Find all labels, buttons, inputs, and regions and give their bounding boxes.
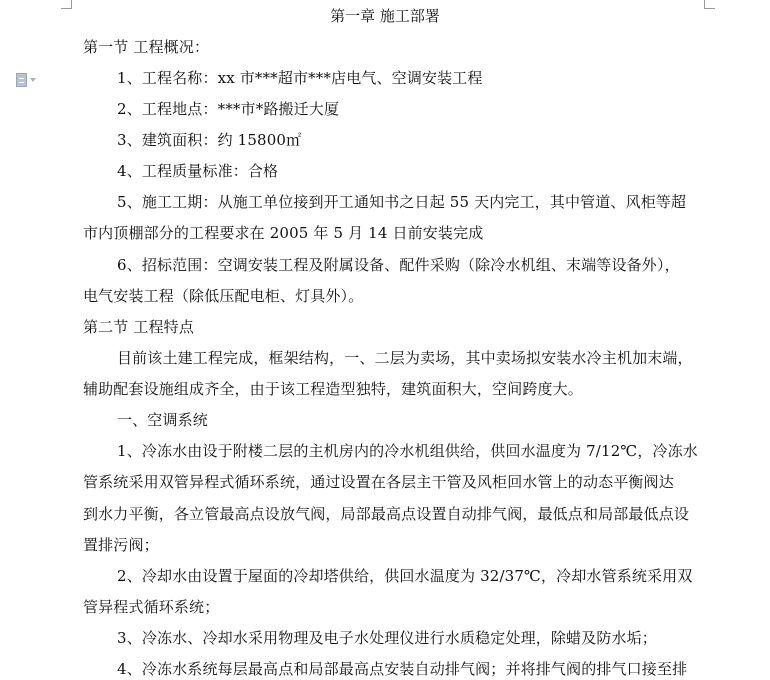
section-heading: 第一节 工程概况：	[83, 38, 210, 56]
paragraph-line: 到水力平衡，各立管最高点设放气阀，局部最高点设置自动排气阀，最低点和局部最低点设	[83, 505, 690, 523]
paragraph-line: 辅助配套设施组成齐全，由于该工程造型独特，建筑面积大，空间跨度大。	[83, 380, 583, 398]
paragraph-line: 2、冷却水由设置于屋面的冷却塔供给，供回水温度为 32/37℃，冷却水管系统采用双	[117, 567, 693, 585]
paragraph-line: 市内顶棚部分的工程要求在 2005 年 5 月 14 日前安装完成	[83, 224, 484, 242]
chevron-down-icon	[30, 78, 36, 82]
paragraph-line: 目前该土建工程完成，框架结构，一、二层为卖场，其中卖场拟安装水冷主机加末端，	[117, 349, 693, 367]
paragraph-line: 电气安装工程（除低压配电柜、灯具外）。	[83, 287, 364, 305]
section-heading: 第二节 工程特点	[83, 318, 194, 336]
paragraph-line: 1、冷冻水由设于附楼二层的主机房内的冷水机组供给，供回水温度为 7/12℃，冷冻水	[117, 442, 698, 460]
paragraph-line: 管异程式循环系统；	[83, 598, 220, 616]
paragraph-line: 4、冷冻水系统每层最高点和局部最高点安装自动排气阀；并将排气阀的排气口接至排	[117, 660, 688, 678]
document-icon	[16, 73, 27, 87]
subsection-heading: 一、空调系统	[117, 411, 208, 429]
paragraph-line: 5、施工工期：从施工单位接到开工通知书之日起 55 天内完工，其中管道、风柜等超	[117, 193, 687, 211]
paragraph-line: 1、工程名称：xx 市***超市***店电气、空调安装工程	[117, 69, 483, 87]
document-map-button[interactable]	[16, 73, 36, 87]
paragraph-line: 管系统采用双管异程式循环系统，通过设置在各层主干管及风柜回水管上的动态平衡阀达	[83, 473, 674, 491]
paragraph-line: 置排污阀；	[83, 536, 159, 554]
chapter-title: 第一章 施工部署	[330, 7, 440, 25]
paragraph-line: 2、工程地点：***市*路搬迁大厦	[117, 100, 340, 118]
paragraph-line: 4、工程质量标准：合格	[117, 162, 279, 180]
paragraph-line: 3、建筑面积：约 15800㎡	[117, 131, 302, 149]
paragraph-line: 3、冷冻水、冷却水采用物理及电子水处理仪进行水质稳定处理，除蜡及防水垢；	[117, 629, 657, 647]
paragraph-line: 6、招标范围：空调安装工程及附属设备、配件采购（除冷水机组、末端等设备外），	[117, 256, 680, 274]
